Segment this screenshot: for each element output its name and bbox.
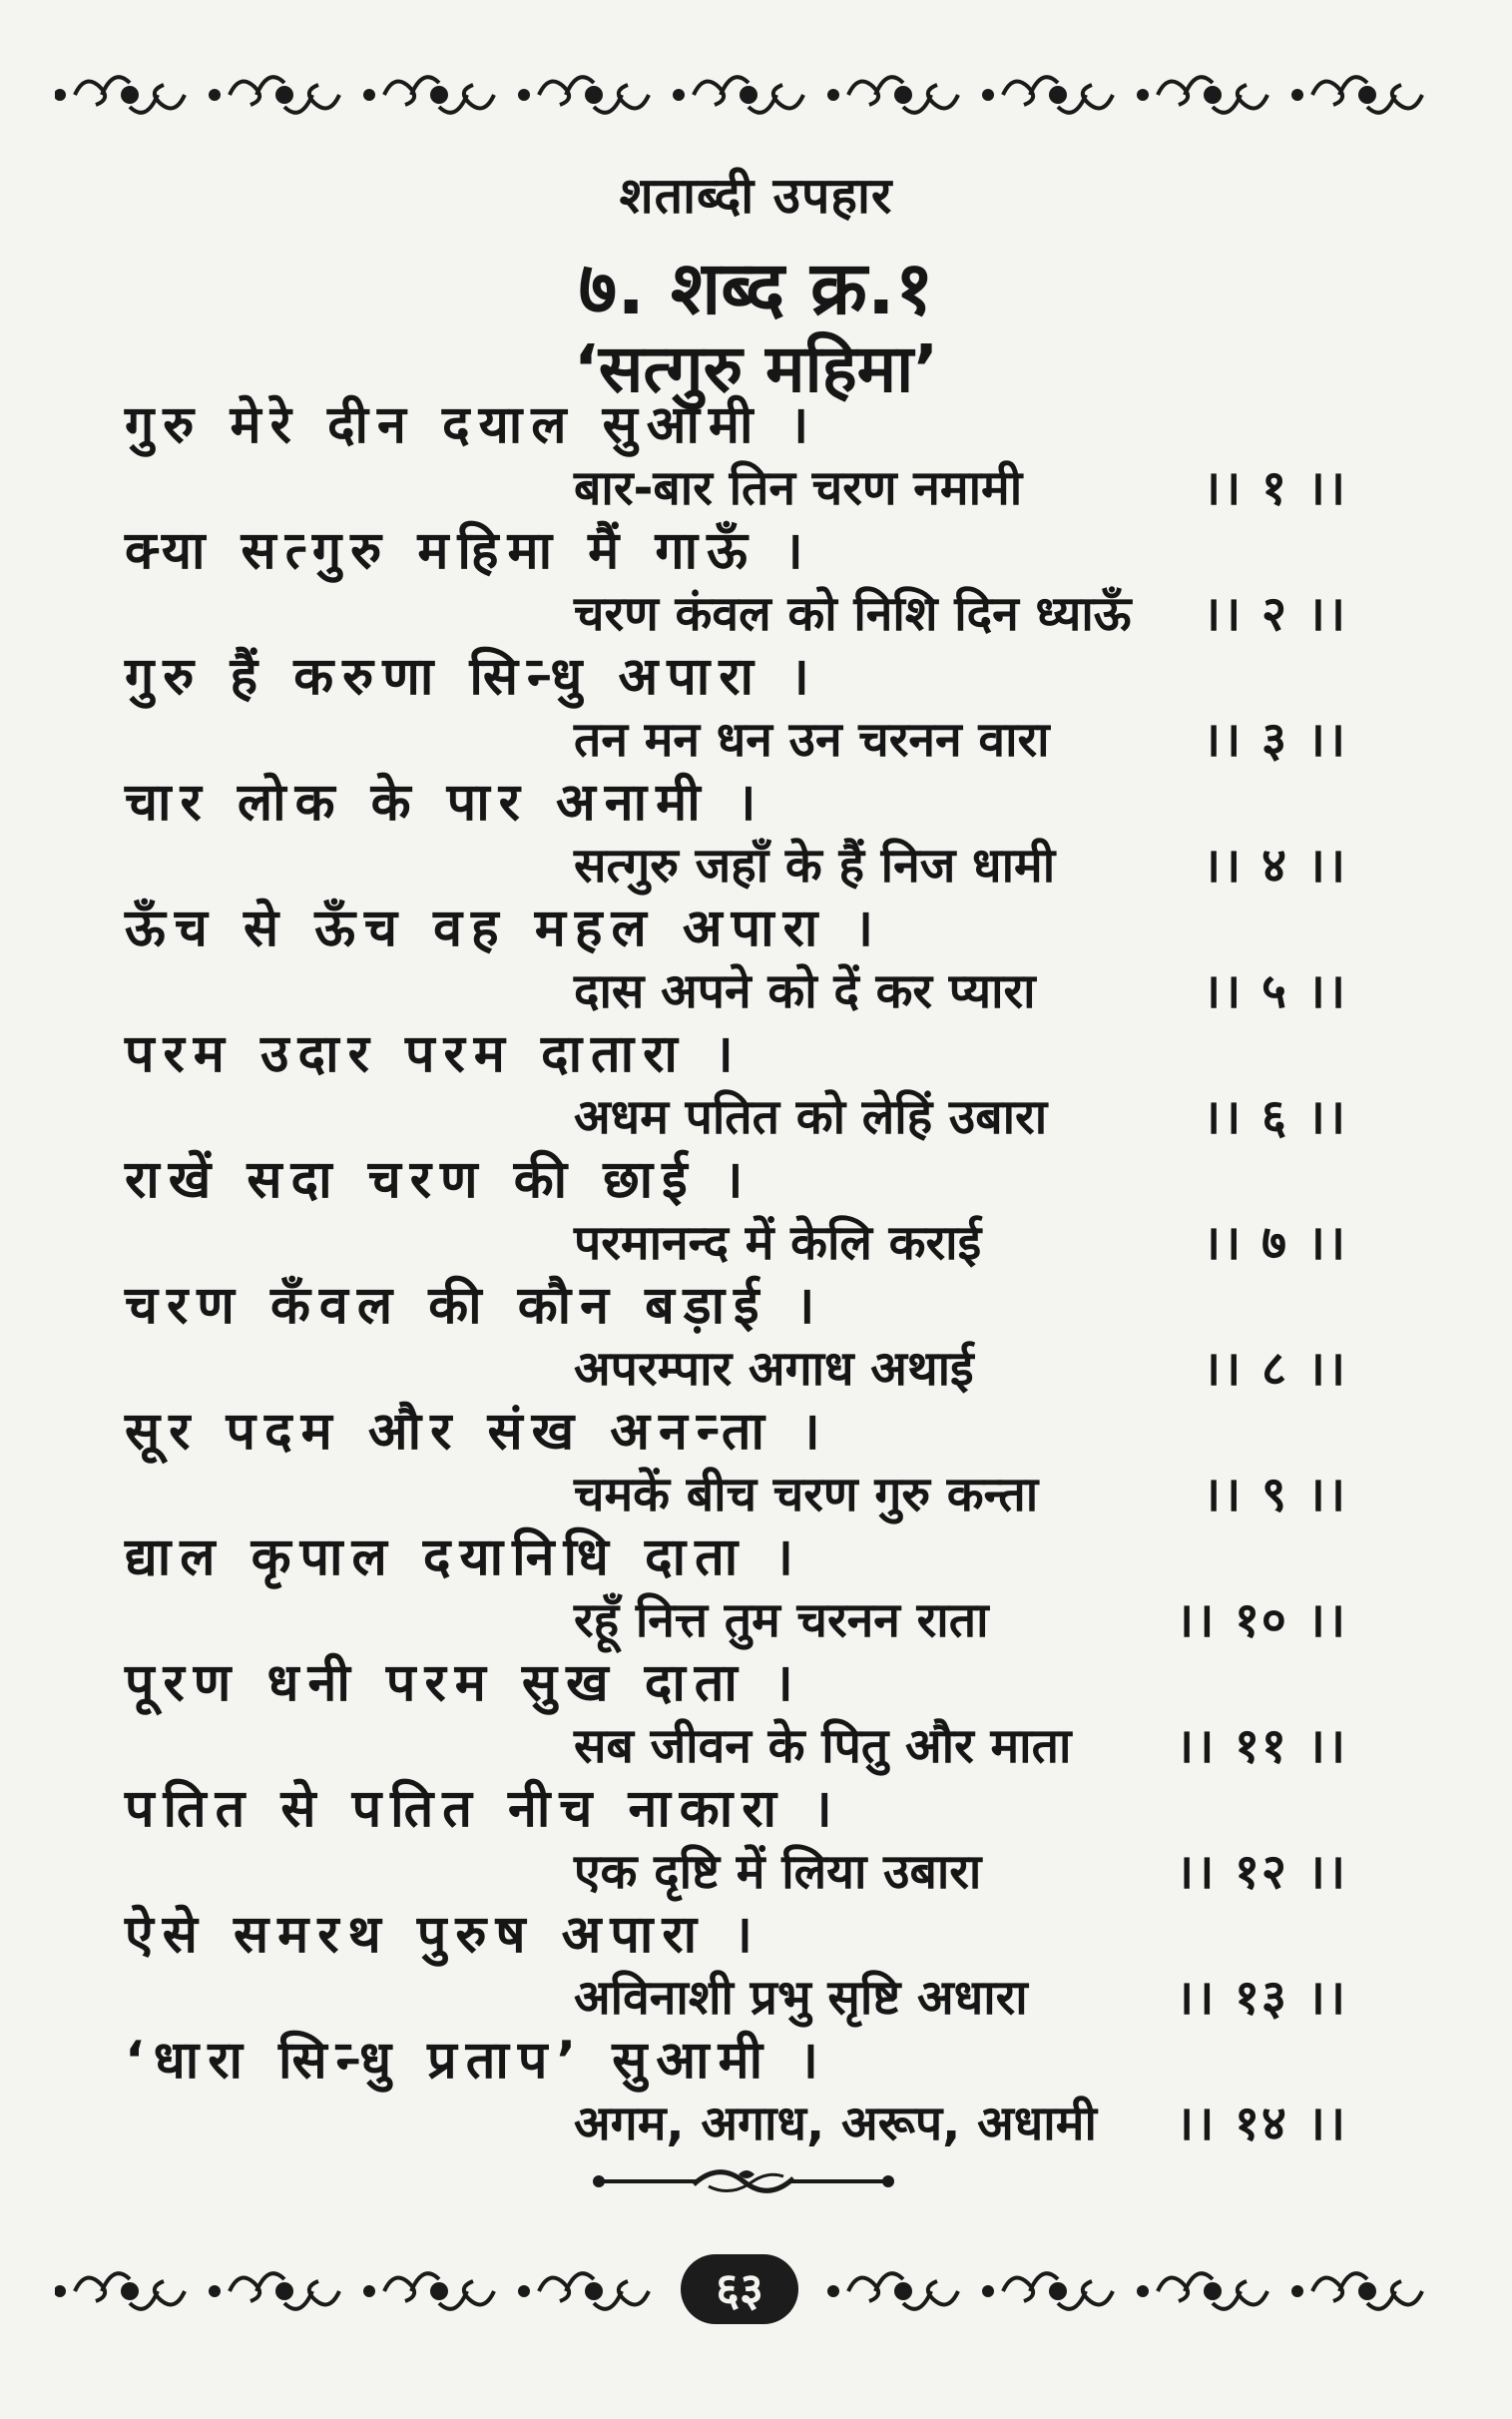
verse-number: ।। १० ।। [1175, 1592, 1347, 1648]
verse-second-line-text: सब जीवन के पितु और माता [574, 1718, 1072, 1774]
verse-second-line [574, 1841, 1347, 1904]
verse-first-line: चार लोक के पार अनामी । [125, 773, 765, 833]
verse-second-line [574, 1715, 1347, 1778]
verse-first-line: पतित से पतित नीच नाकारा । [125, 1779, 841, 1839]
hymn-title: ‘सत्गुरु महिमा’ [573, 330, 939, 407]
floral-motif-icon [1139, 77, 1267, 113]
verse-second-line [574, 583, 1347, 646]
floral-motif-icon [56, 77, 185, 113]
verse-second-line-text: अपरम्पार अगाध अथाई [574, 1341, 974, 1397]
floral-motif-icon [56, 2273, 185, 2309]
verse-first-line: गुरु मेरे दीन दयाल सुआमी । [125, 395, 818, 455]
couplet [0, 772, 1512, 898]
verse-list [0, 394, 1512, 2155]
verse-second-line [574, 2093, 1347, 2155]
floral-motif-icon [675, 77, 803, 113]
verse-second-line [574, 1338, 1347, 1401]
couplet [0, 1275, 1512, 1401]
verse-first-line: चरण कँवल की कौन बड़ाई । [125, 1276, 824, 1336]
verse-second-line [574, 1967, 1347, 2030]
verse-first-line: परम उदार परम दातारा । [125, 1024, 743, 1084]
verse-second-line [574, 1086, 1347, 1149]
floral-motif-icon [365, 2273, 494, 2309]
verse-second-line-text: अविनाशी प्रभु सृष्टि अधारा [574, 1970, 1028, 2026]
couplet [0, 2030, 1512, 2155]
verse-second-line [574, 1464, 1347, 1526]
verse-number: ।। ५ ।। [1202, 963, 1347, 1019]
verse-first-line: ऊँच से ऊँच वह महल अपारा । [125, 899, 883, 958]
floral-motif-icon [1293, 77, 1422, 113]
floral-motif-icon [829, 77, 958, 113]
verse-number: ।। १ ।। [1202, 460, 1347, 516]
verse-number: ।। ६ ।। [1202, 1089, 1347, 1145]
floral-motif-icon [520, 77, 649, 113]
verse-second-line-text: रहूँ नित्त तुम चरनन राता [574, 1592, 989, 1648]
verse-second-line-text: अधम पतित को लेहिं उबारा [574, 1089, 1048, 1145]
verse-second-line-text: चमकें बीच चरण गुरु कन्ता [574, 1467, 1039, 1522]
verse-number: ।। १३ ।। [1175, 1970, 1347, 2026]
couplet [0, 1904, 1512, 2030]
floral-motif-icon [211, 77, 339, 113]
floral-motif-icon [365, 77, 494, 113]
verse-second-line [574, 835, 1347, 898]
verse-first-line: ऐसे समरथ पुरुष अपारा । [125, 1905, 761, 1965]
couplet [0, 394, 1512, 520]
ornament-divider [589, 2156, 898, 2206]
verse-number: ।। २ ।। [1202, 586, 1347, 642]
verse-second-line-text: अगम, अगाध, अरूप, अधामी [574, 2096, 1097, 2151]
flourish-icon [589, 2156, 898, 2206]
floral-motif-icon [984, 2273, 1113, 2309]
floral-motif-icon [211, 2273, 339, 2309]
floral-border-icon [55, 55, 1447, 135]
verse-first-line: गुरु हैं करुणा सिन्धु अपारा । [125, 647, 818, 707]
verse-number: ।। ८ ।। [1202, 1341, 1347, 1397]
floral-motif-icon [984, 77, 1113, 113]
verse-second-line [574, 1212, 1347, 1275]
floral-motif-icon [1139, 2273, 1267, 2309]
floral-motif-icon [1293, 2273, 1422, 2309]
couplet [0, 520, 1512, 646]
verse-number: ।। ३ ।। [1202, 712, 1347, 768]
verse-number: ।। ४ ।। [1202, 838, 1347, 894]
verse-first-line: द्याल कृपाल दयानिधि दाता । [125, 1527, 803, 1587]
couplet [0, 1401, 1512, 1526]
verse-first-line: क्या सत्गुरु महिमा मैं गाऊँ । [125, 521, 812, 581]
verse-second-line [574, 1589, 1347, 1652]
book-title: शताब्दी उपहार [619, 167, 893, 225]
floral-motif-icon [829, 2273, 958, 2309]
verse-second-line [574, 709, 1347, 772]
couplet [0, 1778, 1512, 1904]
verse-second-line-text: तन मन धन उन चरनन वारा [574, 712, 1050, 768]
verse-number: ।। ११ ।। [1175, 1718, 1347, 1774]
floral-motif-icon [520, 2273, 649, 2309]
verse-second-line-text: दास अपने को दें कर प्यारा [574, 963, 1036, 1019]
verse-second-line-text: बार-बार तिन चरण नमामी [574, 460, 1023, 516]
verse-second-line-text: एक दृष्टि में लिया उबारा [574, 1844, 982, 1900]
verse-number: ।। १४ ।। [1175, 2096, 1347, 2151]
couplet [0, 1526, 1512, 1652]
verse-number: ।। १२ ।। [1175, 1844, 1347, 1900]
verse-second-line [574, 457, 1347, 520]
couplet [0, 1149, 1512, 1275]
verse-first-line: राखें सदा चरण की छाई । [125, 1150, 753, 1210]
verse-first-line: ‘धारा सिन्धु प्रताप’ सुआमी । [125, 2031, 827, 2091]
couplet [0, 898, 1512, 1023]
verse-number: ।। ७ ।। [1202, 1215, 1347, 1271]
verse-first-line: सूर पदम और संख अनन्ता । [125, 1402, 829, 1462]
hymn-number: ७. शब्द क्र.१ [578, 246, 934, 331]
couplet [0, 646, 1512, 772]
verse-second-line-text: परमानन्द में केलि कराई [574, 1215, 982, 1271]
couplet [0, 1023, 1512, 1149]
page-number-badge: ६३ [681, 2254, 798, 2324]
verse-number: ।। ९ ।। [1202, 1467, 1347, 1522]
verse-second-line-text: चरण कंवल को निशि दिन ध्याऊँ [574, 586, 1132, 642]
verse-second-line [574, 960, 1347, 1023]
couplet [0, 1652, 1512, 1778]
top-decorative-border [55, 55, 1447, 135]
verse-first-line: पूरण धनी परम सुख दाता । [125, 1653, 802, 1713]
verse-second-line-text: सत्गुरु जहाँ के हैं निज धामी [574, 838, 1056, 894]
